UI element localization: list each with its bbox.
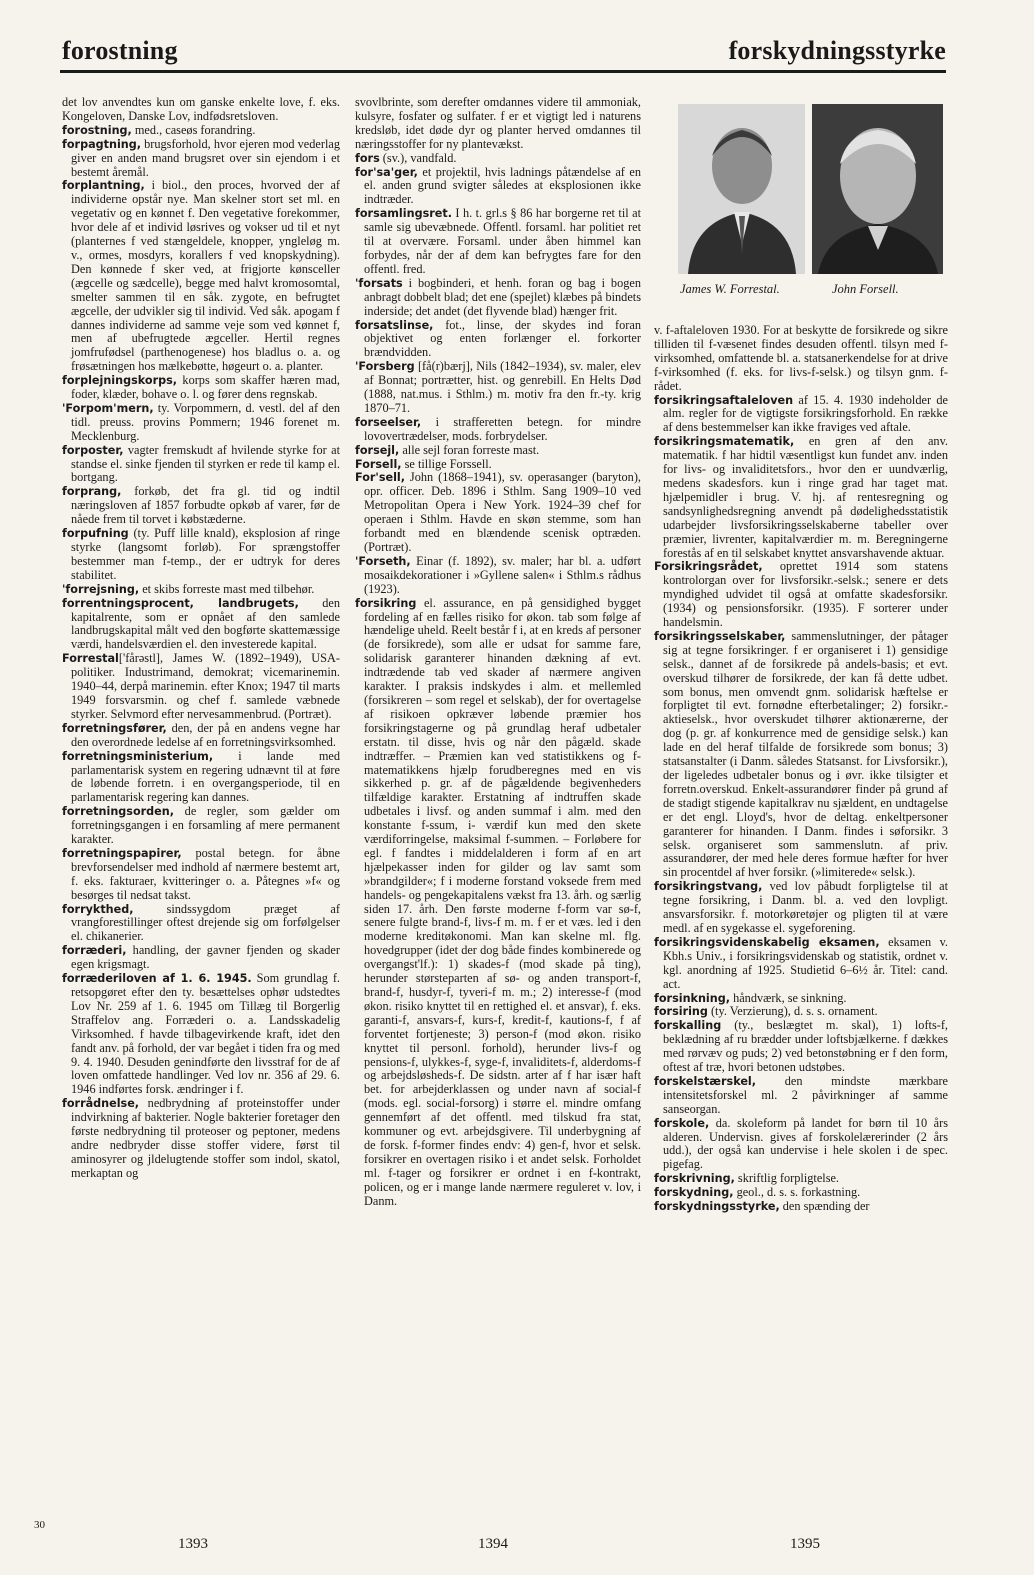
dictionary-entry (355, 360, 641, 416)
entry-text: sammenslutninger, der påtager sig at tegne forsikringer. f er organiseret i 1) gensidige selsk., dannet af de forsikrede på andels-basis; et evt. overskud tilhører de forsikrede, der kan få dette udbet. som bonus, men omvendt gnm. solidarisk hæftelse er forpligtet til evt. fornødne efterbetalinger; 2) forsikr.-aktieselsk., hvor overskudet tilhører aktionærerne, der dog (p. gr. af konkurrence med de gensidige selsk.) kan lade en del heraf tilfalde de forsikrede som bonus; 3) statsanstalter (i Danm. således Statsanst. for Livsforsikr.), der ligeledes udbetaler bonus og i øvr. ikke tilsigter et forretn.overskud. Enkelt-assurandører finder på grund af de stadigt stigende kapitalkrav nu sjældent, en undtagelse er det engl. Lloyd's, hvor de deltag. enkeltpersoner garanterer for hinanden. I Danm. findes i søforsikr. 3 selsk. organiseret som sammenslutn. af priv. assurandører, der med hele deres formue hæfter for hver sin procentdel af hver forsikr. (»limiterede« selsk.). (663, 628, 948, 880)
dictionary-entry (355, 444, 641, 458)
dictionary-entry (355, 319, 641, 361)
entry-text: eksamen v. Kbh.s Univ., i forsikringsvidenskab og statistik, ordnet v. kgl. anordning af 1925. Studietid 6–6½ år. Titel: cand. act. (663, 934, 948, 991)
dictionary-entry (62, 972, 340, 1097)
signature-mark: 30 (34, 1519, 45, 1531)
entry-text: i strafferetten betegn. for mindre lovovertrædelser, mods. forbrydelser. (364, 414, 641, 443)
entry-text: sindssygdom præget af vrangforestillinger oftest drejende sig om forfølgelser el. chikanerier. (71, 901, 340, 944)
headword: Forrestal (62, 652, 119, 666)
dictionary-entry (62, 903, 340, 945)
dictionary-entry (654, 1172, 948, 1186)
entry-text: brugsforhold, hvor ejeren mod vederlag giver en anden mand brugsret over sin ejendom i et bestemt åremål. (71, 136, 340, 179)
headword: forræderi, (62, 944, 127, 958)
headword: fors (355, 151, 380, 165)
dictionary-entry (355, 207, 641, 277)
dictionary-entry (355, 555, 641, 597)
headword: forsejl, (355, 443, 400, 457)
dictionary-entry (62, 402, 340, 444)
headword: forsikringstvang, (654, 880, 763, 894)
entry-text: den mindste mærkbare intensitetsforskel ml. 2 påvirkninger af samme sanseorgan. (663, 1073, 948, 1116)
dictionary-entry (654, 1200, 948, 1214)
entry-text: v. f-aftaleloven 1930. For at beskytte de forsikrede og sikre tilliden til f-væsenet findes desuden offentl. tilsyn med f-virksomhed, omfattende bl. a. statsanerkendelse for at drive f-virksomhed (f. eks. for livs-f-selsk.) og tilsyn gnm. f-rådet. (654, 323, 948, 393)
dictionary-entry (355, 416, 641, 444)
headword: forretningspapirer, (62, 846, 182, 860)
headword: forsikringsselskaber, (654, 629, 786, 643)
dictionary-entry (62, 138, 340, 180)
dictionary-entry (654, 560, 948, 630)
headword: forsikringsvidenskabelig eksamen, (654, 935, 880, 949)
entry-text: (ty. Puff lille knald), eksplosion af ringe styrke (langsomt forløb). For sprængstoffer bestemmer man f-temp., der er udtryk for deres stabilitet. (71, 526, 340, 582)
headword: Forsikringsrådet, (654, 560, 763, 574)
caption-forrestal: James W. Forrestal. (680, 282, 780, 296)
headword: forsatslinse, (355, 318, 434, 332)
headword: forplejningskorps, (62, 374, 178, 388)
entry-text: forkøb, det fra gl. tid og indtil næringsloven af 1857 forbudte opkøb af varer, før de nåede frem til torvet i købstæderne. (71, 484, 340, 527)
dictionary-entry (62, 527, 340, 583)
dictionary-entry (62, 179, 340, 374)
portrait-forsell-image (812, 104, 943, 274)
dictionary-entry (62, 722, 340, 750)
headword: forsamlingsret. (355, 207, 452, 221)
entry-text: i bogbinderi, et henh. foran og bag i bogen anbragt dobbelt blad; det ene (spejlet) klæbes på bindets inderside; det andet (det flyvende blad) hænger frit. (364, 275, 641, 318)
dictionary-entry (654, 324, 948, 394)
entry-text: (ty. Verzierung), d. s. s. ornament. (707, 1004, 878, 1019)
dictionary-entry (355, 277, 641, 319)
dictionary-entry (62, 485, 340, 527)
entry-text: den spænding der (779, 1199, 870, 1214)
headword: forpagtning, (62, 137, 142, 151)
caption-forsell: John Forsell. (832, 282, 899, 296)
dictionary-entry (62, 1097, 340, 1180)
dictionary-entry (654, 936, 948, 992)
dictionary-entry (62, 597, 340, 653)
dictionary-entry (654, 630, 948, 880)
entry-text: med., caseøs forandring. (131, 122, 256, 137)
entry-text: I h. t. grl.s § 86 har borgerne ret til at samle sig ubevæbnede. Offentl. forsaml. har politiet ret til at overvære. Forsaml. under åben himmel kan forbydes, når der af dem kan befrygtes fare for den offentl. fred. (364, 206, 641, 276)
headword: forpufning (62, 527, 129, 541)
headword: 'Forsberg (355, 360, 415, 374)
headword: forretningsministerium, (62, 749, 214, 763)
headword: forskalling (654, 1019, 722, 1033)
dictionary-entry (62, 652, 340, 722)
dictionary-entry (62, 944, 340, 972)
dictionary-entry (62, 750, 340, 806)
dictionary-entry (355, 152, 641, 166)
portrait-forsell (812, 104, 943, 274)
dictionary-entry (62, 124, 340, 138)
column-right (654, 324, 948, 1214)
headword: Forsell, (355, 457, 402, 471)
headword: forrådnelse, (62, 1097, 140, 1111)
headword: forsikring (355, 596, 417, 610)
headword: forretningsfører, (62, 721, 167, 735)
dictionary-entry (654, 435, 948, 560)
dictionary-entry (62, 805, 340, 847)
entry-text: skriftlig forpligtelse. (734, 1171, 840, 1186)
dictionary-entry (62, 444, 340, 486)
page-number-left: 1393 (178, 1536, 208, 1552)
entry-text: svovlbrinte, som derefter omdannes videre til ammoniak, kulsyre, fosfater og sulfater. f er et vigtigt led i naturens kredsløb, idet døde dyr og planter herved omdannes til næringsstoffer for ny plantevækst. (355, 95, 641, 151)
dictionary-entry (654, 1075, 948, 1117)
dictionary-entry (62, 374, 340, 402)
headword: 'Forseth, (355, 554, 411, 568)
headword: forretningsorden, (62, 805, 174, 819)
entry-text: (sv.), vandfald. (379, 150, 457, 165)
headword: forposter, (62, 443, 124, 457)
headword: forsinkning, (654, 991, 730, 1005)
dictionary-entry (654, 880, 948, 936)
headword: forskydningsstyrke, (654, 1200, 780, 1214)
headword: forsikringsaftaleloven (654, 393, 794, 407)
entry-text: den kapitalrente, som er opnået af den samlede landbrugskapital målt ved den bogførte skattemæssige værdi, handelsværdien el. den investerede kapital. (71, 595, 340, 652)
entry-text: handling, der gavner fjenden og skader egen krigsmagt. (71, 943, 340, 972)
headword: forskrivning, (654, 1172, 735, 1186)
dictionary-entry (654, 1005, 948, 1019)
entry-text: en gren af den anv. matematik. f har hidtil væsentligst kun fundet anv. inden for livs- og invaliditetsfors., hvor den er uundværlig, medens skadesfors. kun i ringe grad har taget mat. hjælpemidler i brug. V. hj. af rentesregning og sandsynlighedsregning anvendt på dødelighedsstatistik udarbejder livsforsikringsselskaberne tabeller over præmier, livrenter, kapitalværdier m. m. Beregningerne forestås af en til selskabet knyttet ansvarshavende aktuar. (663, 434, 948, 560)
page-header-left: forostning (62, 36, 178, 65)
entry-text: [få(r)bærj], Nils (1842–1934), sv. maler, elev af Bonnat; portrætter, hist. og genrebill. En Helts Død (1888, nat.mus. i Sthlm.) m. motiv fra den fr.-ty. krig 1870–71. (364, 359, 641, 415)
headword: 'forsats (355, 276, 403, 290)
dictionary-entry (355, 96, 641, 152)
dictionary-entry (62, 96, 340, 124)
headword: forrykthed, (62, 902, 134, 916)
headword: forrentningsprocent, landbrugets, (62, 596, 299, 610)
dictionary-entry (355, 458, 641, 472)
entry-text: se tillige Forssell. (401, 456, 492, 471)
portrait-forrestal (678, 104, 805, 274)
dictionary-entry (355, 597, 641, 1209)
dictionary-entry (654, 1186, 948, 1200)
entry-text: i biol., den proces, hvorved der af individerne opstår nye. Man skelner stort set ml. en vegetativ og en kønnet f. Den vegetative forekommer, hvor dele af et individ løsrives og vokser ud til et nyt (planternes f ved stængeldele, knopper, yngleløg m. v., ormes, mosdyrs, korallers f ved knopskydning). Den kønnede f sker ved, at frigjorte kønsceller (ægcelle og sædcelle), begge med halvt kromosomtal, smelter sammen til en såk. zygote, en befrugtet ægcelle, der udvikler sig til individ. Ved såk. apogam f dannes individerne ad samme veje som ved kønnet f, men af ubefrugtede ægceller. Hertil regnes jomfrufødsel (parthenogenese) hos bladlus o. a. og frøsætningen hos mælkebøtte, høgeurt o. a. planter. (71, 178, 340, 374)
headword: forostning, (62, 123, 132, 137)
page-header-right: forskydningsstyrke (728, 36, 946, 65)
entry-text: postal betegn. for åbne brevforsendelser med indhold af nærmere bestemt art, f. eks. fakturaer, kvitteringer o. a. Påtegnes »f« og besørges til nedsat takst. (71, 845, 340, 902)
headword: 'Forpom'mern, (62, 401, 154, 415)
headword: forprang, (62, 485, 122, 499)
portrait-forrestal-image (678, 104, 805, 274)
headword: forskelstærskel, (654, 1074, 757, 1088)
headword: forræderiloven af 1. 6. 1945. (62, 972, 252, 986)
dictionary-entry (62, 847, 340, 903)
dictionary-entry (654, 1019, 948, 1075)
dictionary-entry (654, 992, 948, 1006)
entry-text: (ty., beslægtet m. skal), 1) lofts-f, beklædning af ru brædder under loftsbjælkerne. f dækkes med rørvæv og puds; 2) ved betonstøbning er f den form, oftest af træ, hvori betonen udstøbes. (663, 1018, 948, 1075)
entry-text: i lande med parlamentarisk system en regering udnævnt til at føre de løbende forretn. i en overgangsperiode, til en parlamentarisk regering kan dannes. (71, 748, 340, 805)
entry-text: de regler, som gælder om forretningsgangen i en forsamling af mere permanent karakter. (71, 804, 340, 847)
dictionary-entry (654, 1117, 948, 1173)
entry-text: vagter fremskudt af hvilende styrke for at standse el. sinke fjenden til styrken er rede til kamp el. bortgang. (71, 442, 340, 485)
headword: forskydning, (654, 1186, 734, 1200)
headword: forseelser, (355, 415, 422, 429)
entry-text: ty. Vorpommern, d. vestl. del af den tidl. preuss. provins Pommern; 1946 forenet m. Mecklenburg. (71, 400, 340, 443)
entry-text: ved lov påbudt forpligtelse til at tegne forsikring, i Danm. bl. a. ved den lovpligt. ansvarsforsikr. f. motorkøretøjer og pligten til at være medl. af en sygekasse el. sygeforening. (663, 879, 948, 935)
entry-text: et projektil, hvis ladnings påtændelse af en el. anden grund svigter således at eksplosionen ikke indtræder. (364, 164, 641, 207)
headword: For'sell, (355, 471, 405, 485)
headword: for'sa'ger, (355, 165, 418, 179)
entry-text: håndværk, se sinkning. (730, 990, 847, 1005)
headword: forsiring (654, 1005, 708, 1019)
entry-text: oprettet 1914 som statens kontrolorgan over for livsforsikr.-selsk.; senere er dets myndighed udvidet til også at omfatte skadesforsikr. (1934) og pensionsforsikr. (1935). F sorterer under handelsmin. (663, 559, 948, 630)
entry-text: fot., linse, der skydes ind foran objektivet og enten forlænger el. forkorter brændvidden. (364, 317, 641, 360)
entry-text: af 15. 4. 1930 indeholder de alm. regler for de vigtigste forsikringsforhold. En række af dens bestemmelser kan ikke fraviges ved aftale. (663, 392, 948, 435)
dictionary-entry (355, 166, 641, 208)
entry-text: John (1868–1941), sv. operasanger (baryton), opr. officer. Deb. 1896 i Sthlm. Sang 1909–10 ved Metropolitan Opera i New York. 1924–39 chef for operaen i Sthlm. Havde en skøn stemme, som han forbandt med en blændende scenisk optræden. (Portræt). (364, 470, 641, 554)
entry-text: ['fårəstl], James W. (1892–1949), USA-politiker. Industrimand, demokrat; vicemarinemin. 1940–44, derpå marinemin. efter Knox; 1947 til marts 1949 forsvarsmin. og chef f. samlede væbnede styrker. Selvmord efter nervesammenbrud. (Portræt). (71, 651, 340, 721)
page-number-middle: 1394 (478, 1536, 508, 1552)
dictionary-entry (355, 471, 641, 554)
entry-text: el. assurance, en på gensidighed bygget fordeling af en fælles risiko for økon. tab som følge af hændelige uheld. Reelt består f i, at en kreds af personer (de forsikrede), som alle er udsat for samme fare, solidarisk garanterer hinanden dækning af evt. indtrædende tab ved skader af nærmere angiven karakter. I praksis indskydes i alm. et mellemled (forsikreren – som regel et selskab), der for overtagelse af risikoen opkræver løbende præmier hos forsikringstagerne og på grundlag heraf udbetaler erstatn. til disse, hvis og når den pågæld. skade indtræffer. – Præmien kan ved statistikkens og f-matematikkens hjælp forudberegnes med en vis sikkerhed p. gr. af de pågældende begivenheders tilfældige karakter. Erstatning af indtruffen skade udbetales i livsf. og anden summaf i alm. med den konstante f-ssum, i- værdif kun med den skete værdiforringelse, maksimal f-summen. – Forløbere for egl. f fandtes i middelalderen i form af en art hjælpekasser inden for gilder og lav samt som »brandgilder«; f i moderne forstand voksede frem med handels- og pengekapitalens vækst fra 13. årh. og særlig siden 17. årh. Den første moderne f-form var sø-f, senere fulgte brand-f, livs-f m. m. f er et væs. led i den moderne kreditøkonomi. Man kan skelne ml. flg. hovedgrupper (idet der dog både findes kombinerede og overgangst'lf.): 1) skades-f (mod skade på ting), herunder størsteparten af sø- og anden transport-f, brand-f, husdyr-f, tyveri-f m. m.; 2) interesse-f (mod økon. risiko knyttet til en rettighed el. et ansvar), f. eks. garanti-f, ansvars-f, kurs-f, kredit-f, kautions-f, f af forventet fortjeneste; 3) person-f (mod økon. risiko knyttet til personl. forhold), herunder livs-f og pensions-f, ulykkes-f, syge-f, invaliditets-f, alderdoms-f og arbejdsløsheds-f. De sidstn. arter af f har især haft bet. for arbejderklassen og under navn af social-f (mods. egl. social-forsorg) i større el. mindre omfang gennemført af det offentl. med tilskud fra stat, kommuner og evt. arbejdsgivere. Til underbygning af de forsk. f-former findes endv: 4) gen-f, hvor et selsk. forsikrer en overtagen risiko i et andet selsk. Forholdet ml. f-tager og forsikrer er ordnet i en f-kontrakt, policen, og er i mange lande nærmere reguleret v. lov, i Danm. (364, 595, 641, 1208)
header-rule (60, 70, 946, 73)
headword: forskole, (654, 1116, 710, 1130)
entry-text: geol., d. s. s. forkastning. (733, 1185, 861, 1200)
entry-text: et skibs forreste mast med tilbehør. (139, 581, 315, 596)
entry-text: Som grundlag f. retsopgøret efter den ty. besættelses ophør udstedtes Lov Nr. 259 af 1. 6. 1945 om Tillæg til Borgerlig Straffelov ang. Forræderi o. a. Landsskadelig Virksomhed. f havde tilbagevirkende kraft, idet den fandt anv. på forhold, der var begået i tiden fra og med 9. 4. 1940. Desuden genindførte den livsstraf for de af loven omfattede handlinger. Ved lov nr. 356 af 29. 6. 1946 indførtes forsk. ændringer i f. (71, 971, 340, 1097)
entry-text: den, der på en andens vegne har den overordnede ledelse af en forretningsvirksomhed. (71, 720, 340, 749)
entry-text: nedbrydning af proteinstoffer under indvirkning af bakterier. Nogle bakterier foretager den første nedbrydning til proteoser og peptoner, medens andre nedbryder disse stoffer videre, først til aminosyrer og jldelugtende stoffer som indol, skatol, merkaptan og (71, 1096, 340, 1180)
headword: forplantning, (62, 179, 145, 193)
entry-text: det lov anvendtes kun om ganske enkelte love, f. eks. Kongeloven, Danske Lov, indfødsretsloven. (62, 95, 340, 123)
column-left (62, 96, 340, 1181)
entry-text: Einar (f. 1892), sv. maler; har bl. a. udført mosaikdekorationer i »Gyllene salen« i Sthlm.s rådhus (1923). (364, 553, 641, 596)
page-number-right: 1395 (790, 1536, 820, 1552)
dictionary-entry (654, 394, 948, 436)
column-middle (355, 96, 641, 1209)
headword: 'forrejsning, (62, 582, 140, 596)
entry-text: alle sejl foran forreste mast. (399, 442, 540, 457)
entry-text: korps som skaffer hæren mad, foder, klæder, bohave o. l. og fører dens regnskab. (71, 373, 340, 402)
headword: forsikringsmatematik, (654, 435, 795, 449)
entry-text: da. skoleform på landet for børn til 10 års alderen. Undervisn. gives af forskolelærerinder (2 års udd.), der også kan undervise i hele skolen i de spec. pigefag. (663, 1115, 948, 1172)
dictionary-entry (62, 583, 340, 597)
